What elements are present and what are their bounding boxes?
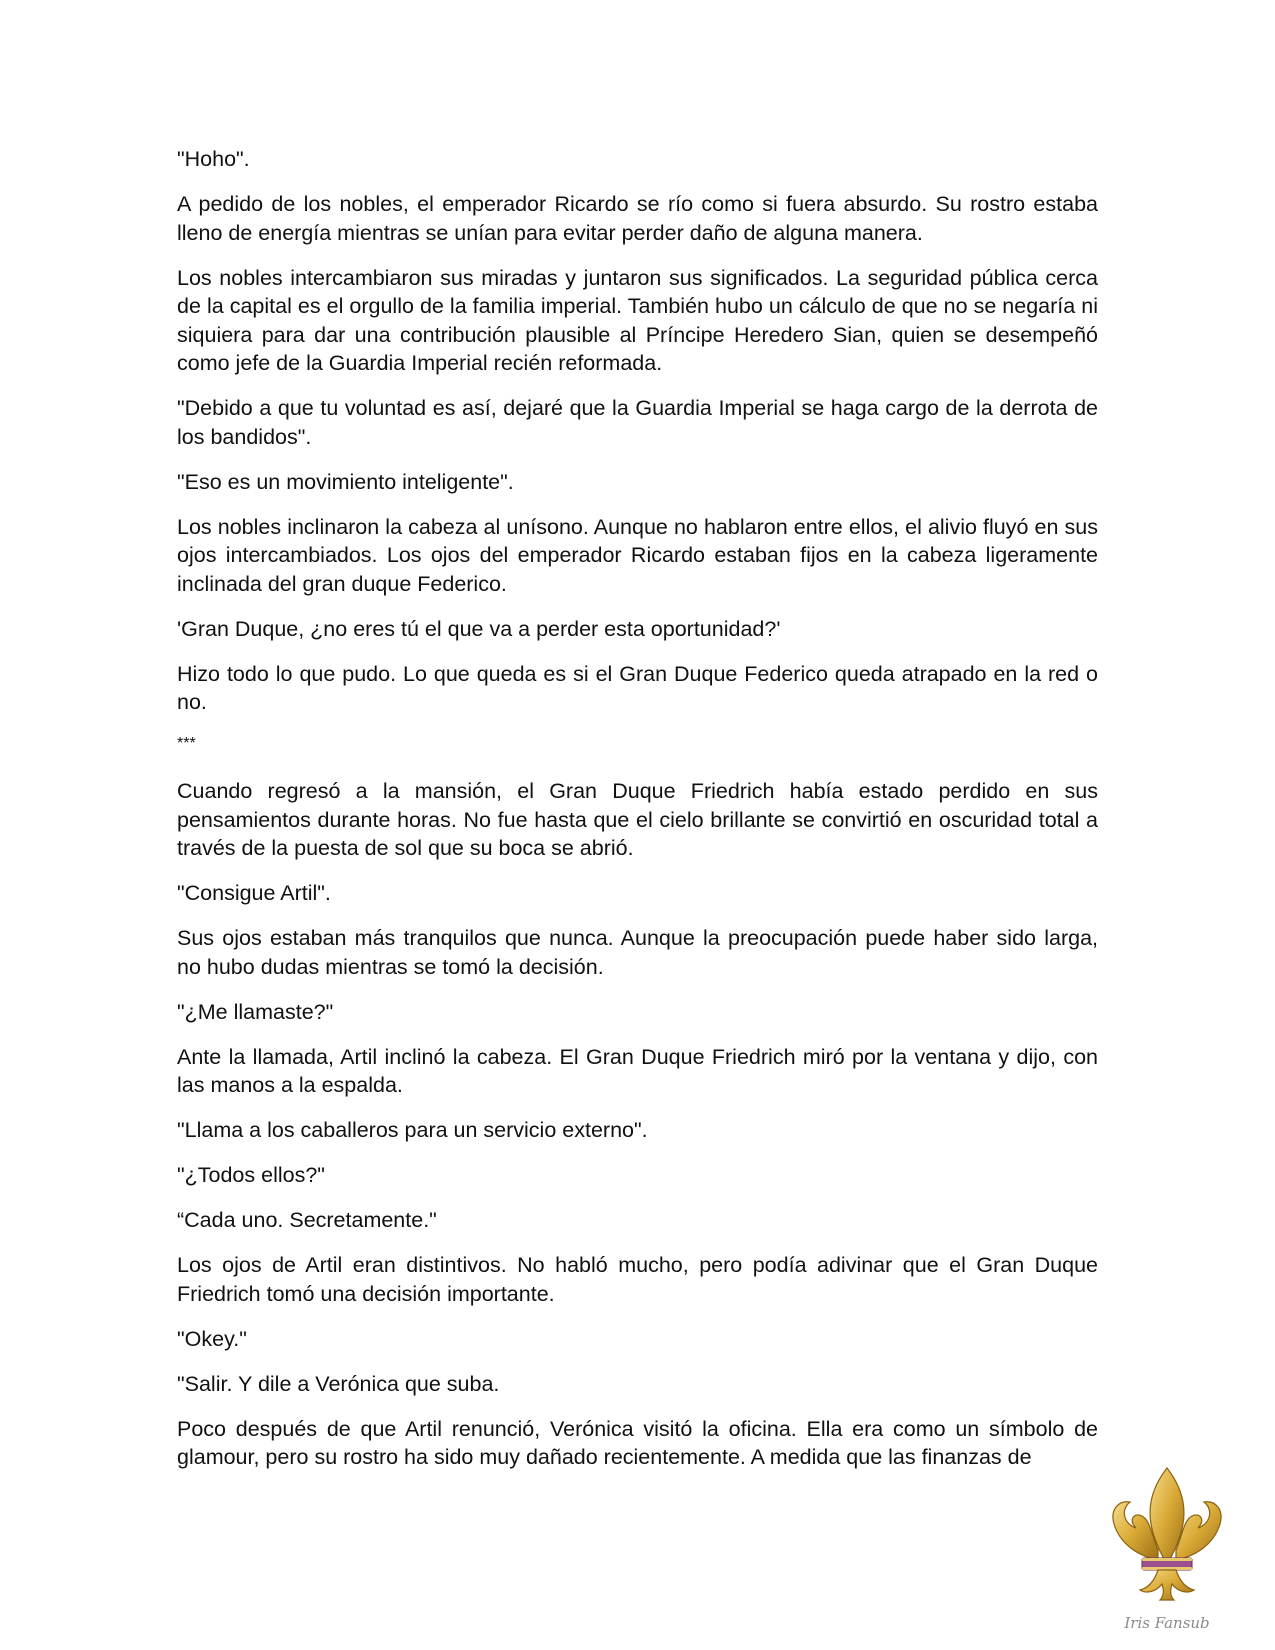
paragraph: "Hoho". — [177, 147, 250, 171]
paragraph: "Llama a los caballeros para un servicio externo". — [177, 1118, 648, 1142]
paragraph: "Consigue Artil". — [177, 881, 331, 905]
svg-text:Iris Fansub: Iris Fansub — [1124, 1614, 1210, 1632]
paragraph: "¿Me llamaste?" — [177, 999, 334, 1024]
paragraph: Los nobles intercambiaron sus miradas y juntaron sus significados. La seguridad pública cerca de la capital es el orgullo de la familia imperial. También hubo un cálculo de que no se negaría ni siquiera para dar una contribución plausible al Príncipe Heredero Sian, quien se desempeñó como jefe de la Guardia Imperial recién reformada. — [177, 265, 1098, 375]
paragraph: Sus ojos estaban más tranquilos que nunca. Aunque la preocupación puede haber sido larga, no hubo dudas mientras se tomó la decisión. — [177, 926, 1098, 979]
fleur-de-lis-icon — [1098, 1460, 1236, 1636]
paragraph: Cuando regresó a la mansión, el Gran Duque Friedrich había estado perdido en sus pensamientos durante horas. No fue hasta que el cielo brillante se convirtió en oscuridad total a través de la puesta de sol que su boca se abrió. — [177, 779, 1098, 860]
paragraph: Poco después de que Artil renunció, Verónica visitó la oficina. Ella era como un símbolo de glamour, pero su rostro ha sido muy dañado recientemente. A medida que las finanzas de — [177, 1416, 1098, 1469]
paragraph: Los nobles inclinaron la cabeza al unísono. Aunque no hablaron entre ellos, el alivio fluyó en sus ojos intercambiados. Los ojos del emperador Ricardo estaban fijos en la cabeza ligeramente inclinada del gran duque Federico. — [177, 514, 1098, 596]
document-body — [177, 145, 1098, 1488]
fleur-de-lis-logo — [1098, 1460, 1236, 1636]
paragraph: "Eso es un movimiento inteligente". — [177, 469, 514, 494]
paragraph: "Debido a que tu voluntad es así, dejaré que la Guardia Imperial se haga cargo de la derrota de los bandidos". — [177, 396, 1098, 449]
paragraph: “Cada uno. Secretamente." — [177, 1208, 437, 1232]
paragraph: Los ojos de Artil eran distintivos. No habló mucho, pero podía adivinar que el Gran Duque Friedrich tomó una decisión importante. — [177, 1253, 1098, 1306]
paragraph: Hizo todo lo que pudo. Lo que queda es si el Gran Duque Federico queda atrapado en la red o no. — [177, 661, 1098, 714]
paragraph: "Salir. Y dile a Verónica que suba. — [177, 1371, 500, 1396]
paragraph: "Okey." — [177, 1326, 247, 1351]
paragraph: "¿Todos ellos?" — [177, 1163, 325, 1187]
scene-separator: *** — [177, 735, 196, 752]
paragraph: A pedido de los nobles, el emperador Ricardo se río como si fuera absurdo. Su rostro estaba lleno de energía mientras se unían para evitar perder daño de alguna manera. — [177, 192, 1098, 245]
paragraph: 'Gran Duque, ¿no eres tú el que va a perder esta oportunidad?' — [177, 616, 781, 641]
paragraph: Ante la llamada, Artil inclinó la cabeza. El Gran Duque Friedrich miró por la ventana y dijo, con las manos a la espalda. — [177, 1044, 1098, 1097]
